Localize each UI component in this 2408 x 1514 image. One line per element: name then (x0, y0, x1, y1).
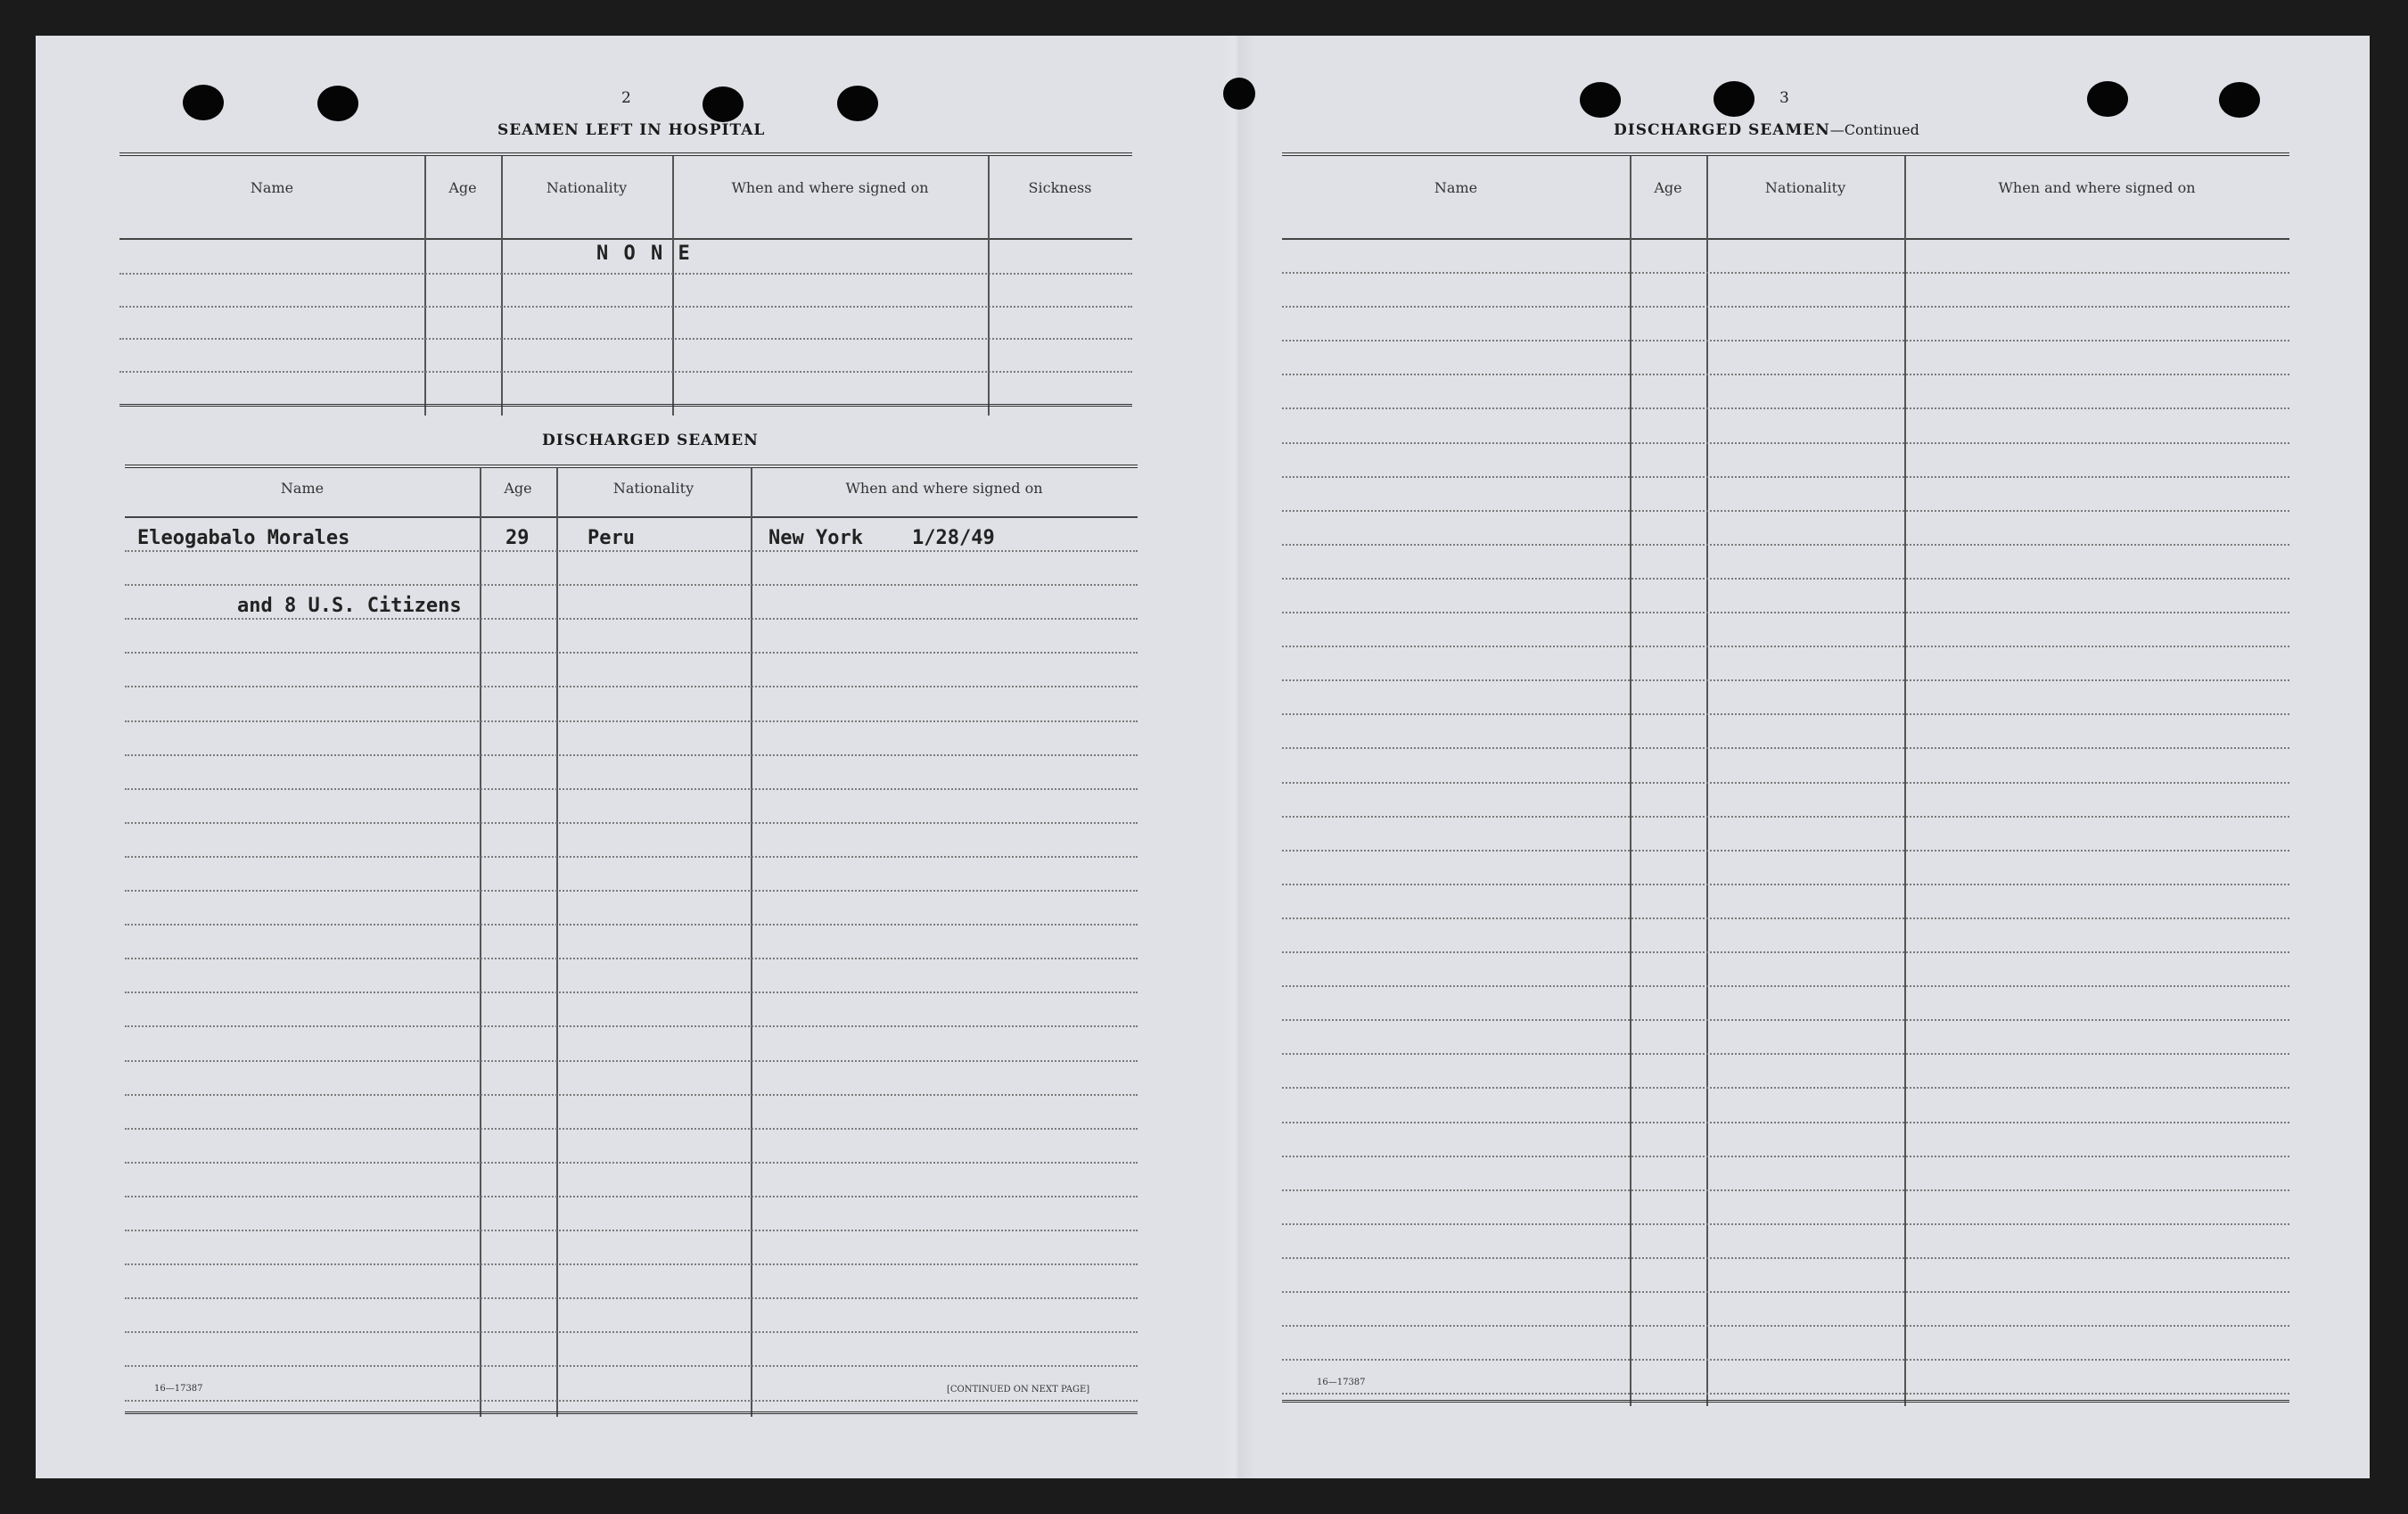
discharged-continued-table (1282, 152, 2289, 1406)
ruled-line (1282, 306, 2289, 308)
column-divider (501, 156, 503, 416)
citizens-note: and 8 U.S. Citizens (237, 595, 462, 617)
ruled-line (1282, 1291, 2289, 1293)
ruled-line (119, 273, 1132, 275)
column-header-signed-on: When and where signed on (731, 179, 929, 196)
ruled-line (1282, 713, 2289, 715)
ruled-line (125, 754, 1138, 756)
ruled-line (1282, 1019, 2289, 1021)
ruled-line (1282, 476, 2289, 478)
ruled-line (1282, 816, 2289, 818)
ruled-line (125, 856, 1138, 858)
table-bottom-rule (119, 404, 1132, 407)
punch-hole (837, 86, 878, 121)
punch-hole (1223, 78, 1255, 110)
seaman-signed-place: New York (768, 527, 863, 549)
ruled-line (125, 788, 1138, 790)
ruled-line (125, 1025, 1138, 1027)
table-top-rule (1282, 152, 2289, 156)
discharged-heading: DISCHARGED SEAMEN (542, 432, 759, 449)
ruled-line (1282, 917, 2289, 919)
ruled-line (1282, 272, 2289, 274)
ruled-line (125, 1060, 1138, 1062)
punch-hole (1580, 82, 1621, 118)
punch-hole (183, 85, 224, 120)
table-bottom-rule (1282, 1400, 2289, 1403)
hospital-heading: SEAMEN LEFT IN HOSPITAL (497, 121, 766, 139)
ruled-line (125, 618, 1138, 620)
column-header-name: Name (1434, 179, 1478, 196)
hospital-table (119, 152, 1132, 416)
punch-hole (703, 86, 744, 122)
ruled-line (1282, 578, 2289, 580)
punch-hole (317, 86, 358, 121)
ruled-line (1282, 1257, 2289, 1259)
ruled-line (125, 1196, 1138, 1197)
ruled-line (125, 550, 1138, 552)
punch-hole (1714, 81, 1755, 117)
header-rule (1282, 238, 2289, 240)
column-divider (988, 156, 990, 416)
column-header-age: Age (448, 179, 477, 196)
ruled-line (125, 1331, 1138, 1333)
seaman-nationality: Peru (588, 527, 635, 549)
ruled-line (1282, 340, 2289, 341)
column-header-name: Name (280, 480, 325, 497)
hospital-none-entry: N O N E (596, 243, 692, 265)
ruled-line (1282, 1325, 2289, 1327)
column-divider (556, 468, 558, 1417)
page-fold (1221, 36, 1254, 1478)
ruled-line (125, 652, 1138, 654)
ruled-line (1282, 1393, 2289, 1395)
ruled-line (125, 822, 1138, 824)
discharged-continued-heading (1614, 121, 1919, 139)
ruled-line (125, 584, 1138, 586)
ruled-line (125, 1400, 1138, 1402)
ruled-line (119, 338, 1132, 340)
ruled-line (125, 686, 1138, 687)
ruled-line (1282, 1156, 2289, 1157)
ruled-line (1282, 1053, 2289, 1055)
ruled-line (1282, 374, 2289, 375)
seaman-signed-date: 1/28/49 (912, 527, 995, 549)
column-header-name: Name (250, 179, 294, 196)
column-divider (480, 468, 481, 1417)
ruled-line (125, 720, 1138, 722)
ruled-line (1282, 407, 2289, 409)
ruled-line (1282, 442, 2289, 444)
ruled-line (125, 1365, 1138, 1367)
column-header-sickness: Sickness (1028, 179, 1092, 196)
ruled-line (1282, 850, 2289, 852)
continued-note: [CONTINUED ON NEXT PAGE] (947, 1385, 1090, 1395)
table-top-rule (125, 465, 1138, 468)
ruled-line (1282, 1087, 2289, 1089)
column-header-age: Age (1654, 179, 1682, 196)
ruled-line (1282, 782, 2289, 784)
heading-suffix: —Continued (1829, 121, 1919, 138)
ruled-line (125, 924, 1138, 926)
ruled-line (1282, 1122, 2289, 1123)
column-header-signed-on: When and where signed on (845, 480, 1043, 497)
ruled-line (1282, 884, 2289, 885)
ruled-line (1282, 679, 2289, 681)
header-rule (125, 516, 1138, 518)
column-header-age: Age (504, 480, 532, 497)
column-divider (672, 156, 674, 416)
column-header-nationality: Nationality (612, 480, 694, 497)
ruled-line (1282, 985, 2289, 987)
ruled-line (1282, 544, 2289, 546)
document-sheet (36, 36, 2370, 1478)
seaman-name: Eleogabalo Morales (137, 527, 350, 549)
page-number: 2 (621, 89, 631, 107)
ruled-line (1282, 1223, 2289, 1225)
ruled-line (125, 1230, 1138, 1231)
ruled-line (1282, 951, 2289, 953)
ruled-line (119, 371, 1132, 373)
ruled-line (1282, 510, 2289, 512)
form-number: 16—17387 (154, 1384, 203, 1394)
ruled-line (1282, 1189, 2289, 1191)
ruled-line (125, 958, 1138, 959)
punch-hole (2087, 81, 2128, 117)
ruled-line (125, 890, 1138, 892)
ruled-line (125, 1094, 1138, 1096)
column-divider (751, 468, 752, 1417)
header-rule (119, 238, 1132, 240)
ruled-line (125, 992, 1138, 993)
column-header-nationality: Nationality (1764, 179, 1846, 196)
ruled-line (125, 1263, 1138, 1265)
form-number: 16—17387 (1317, 1378, 1366, 1387)
punch-hole (2219, 82, 2260, 118)
page-number: 3 (1779, 89, 1789, 107)
seaman-age: 29 (505, 527, 530, 549)
heading-text: DISCHARGED SEAMEN (1614, 121, 1830, 139)
column-header-nationality: Nationality (546, 179, 628, 196)
ruled-line (119, 306, 1132, 308)
table-top-rule (119, 152, 1132, 156)
ruled-line (125, 1297, 1138, 1299)
table-bottom-rule (125, 1411, 1138, 1414)
column-divider (424, 156, 426, 416)
ruled-line (1282, 646, 2289, 647)
ruled-line (1282, 1359, 2289, 1361)
column-header-signed-on: When and where signed on (1998, 179, 2196, 196)
ruled-line (125, 1128, 1138, 1130)
ruled-line (1282, 747, 2289, 749)
ruled-line (125, 1162, 1138, 1164)
ruled-line (1282, 612, 2289, 613)
